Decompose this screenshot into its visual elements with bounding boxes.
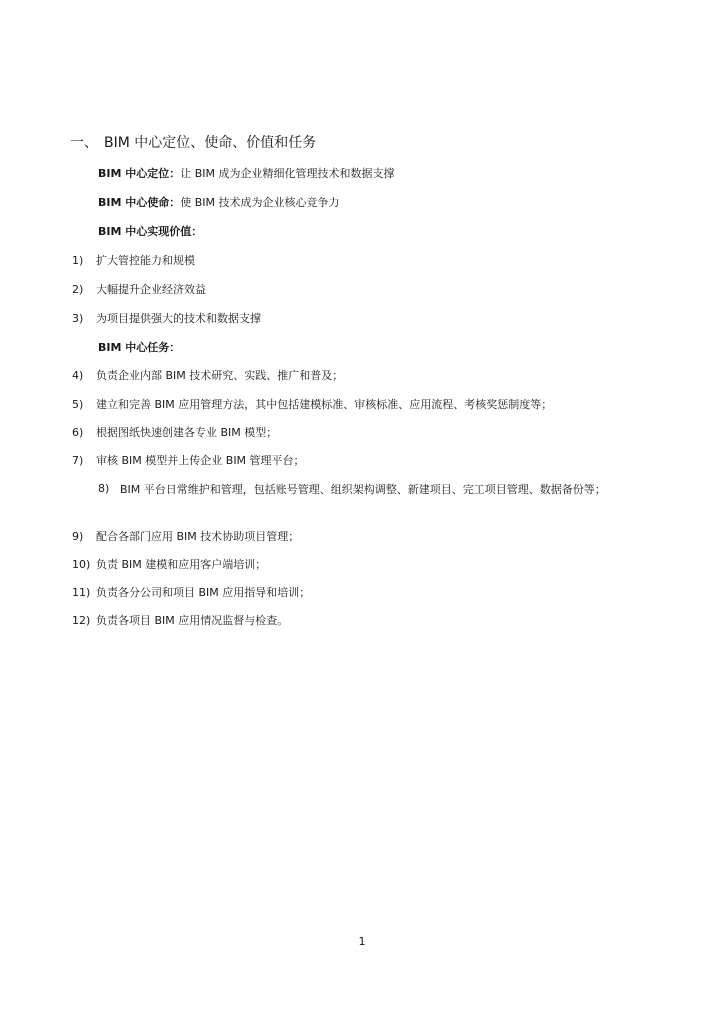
list-item-text: 根据图纸快速创建各专业 BIM 模型； [96, 426, 278, 439]
list-item-number: 4) [72, 369, 84, 382]
mission-text: 使 BIM 技术成为企业核心竞争力 [180, 196, 340, 209]
list-item-number: 3) [72, 312, 84, 325]
list-item-number: 2) [72, 283, 84, 296]
list-item-number: 10) [72, 558, 91, 571]
tasks-label: BIM 中心任务： [98, 341, 181, 354]
mission-label: BIM 中心使命： [98, 196, 181, 209]
list-item-number: 11) [72, 586, 91, 599]
list-item-number: 5) [72, 398, 84, 411]
list-item-text: 建立和完善 BIM 应用管理方法，其中包括建模标准、审核标准、应用流程、考核奖惩制度等； [96, 398, 553, 411]
list-item-number: 7) [72, 454, 84, 467]
list-item-text: 扩大管控能力和规模 [96, 254, 195, 267]
mission-line [98, 195, 340, 211]
list-item-text: 配合各部门应用 BIM 技术协助项目管理； [96, 530, 300, 543]
list-item-number: 8) [98, 482, 110, 495]
list-item-text: 负责 BIM 建模和应用客户端培训； [96, 558, 267, 571]
list-item-number: 9) [72, 530, 84, 543]
tasks-line [98, 340, 180, 356]
position-line [98, 166, 395, 182]
list-item-text: 负责各分公司和项目 BIM 应用指导和培训； [96, 586, 311, 599]
section-title: BIM 中心定位、使命、价值和任务 [104, 135, 317, 151]
list-item-text: 为项目提供强大的技术和数据支撑 [96, 312, 261, 325]
page-number: 1 [358, 935, 366, 948]
list-item-text: 负责企业内部 BIM 技术研究、实践、推广和普及； [96, 369, 344, 382]
value-label: BIM 中心实现价值： [98, 225, 203, 238]
section-number: 一、 [70, 135, 98, 151]
section-heading [70, 133, 316, 153]
list-item-number: 12) [72, 614, 91, 627]
list-item-text: 负责各项目 BIM 应用情况监督与检查。 [96, 614, 289, 627]
position-label: BIM 中心定位： [98, 167, 181, 180]
list-item-number: 1) [72, 254, 84, 267]
value-line [98, 224, 202, 240]
list-item-text: 审核 BIM 模型并上传企业 BIM 管理平台； [96, 454, 305, 467]
list-item-text: BIM 平台日常维护和管理，包括账号管理、组织架构调整、新建项目、完工项目管理、数据备份等； [120, 483, 606, 496]
list-item-text: 大幅提升企业经济效益 [96, 283, 206, 296]
list-item-number: 6) [72, 426, 84, 439]
position-text: 让 BIM 成为企业精细化管理技术和数据支撑 [180, 167, 395, 180]
